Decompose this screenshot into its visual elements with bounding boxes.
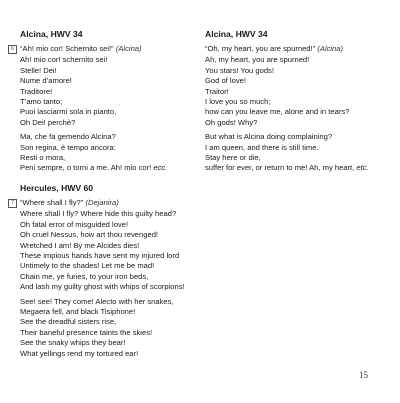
lyric-line: These impious hands have sent my injured lord	[20, 250, 180, 260]
etcetera-marker: etc.	[356, 163, 369, 173]
lyric-line: Ah, my heart, you are spurned!	[205, 55, 310, 65]
lyric-line	[20, 163, 190, 173]
lyric-line: God of love!	[205, 76, 246, 86]
stanza	[20, 132, 190, 174]
lyric-line: I am queen, and there is still time.	[205, 142, 319, 152]
first-line-text: “Ah! mio cor! Schernito sei!”	[20, 44, 114, 53]
character-name: (Alcina)	[115, 44, 142, 53]
lyric-line: Stelle! Dei!	[20, 65, 57, 75]
lyric-line: Ah! mio cor! schernito sei!	[20, 55, 108, 65]
right-column	[205, 29, 395, 174]
lyric-line: how can you leave me, alone and in tears?	[205, 107, 350, 117]
lyric-line: Oh fatal error of misguided love!	[20, 219, 129, 229]
stanza	[20, 209, 190, 292]
lyric-line: Traitor!	[205, 86, 229, 96]
lyric-line: Where shall I fly? Where hide this guilty head?	[20, 209, 177, 219]
left-column	[8, 29, 190, 359]
lyric-line: Their baneful presence taints the skies!	[20, 327, 153, 337]
first-line	[20, 44, 190, 54]
lyric-line: Wretched I am! By me Alcides dies!	[20, 240, 140, 250]
lyric-line: Oh cruel Nessus, how art thou revenged!	[20, 230, 159, 240]
lyric-line: You stars! You gods!	[205, 65, 274, 75]
lyric-line: See the dreadful sisters rise,	[20, 317, 117, 327]
section-title: Hercules, HWV 60	[20, 182, 94, 193]
lyric-line: Megaera fell, and black Tisiphone!	[20, 306, 136, 316]
lyric-line: Puoi lasciarmi sola in pianto,	[20, 107, 117, 117]
lyric-line: Traditore!	[20, 86, 53, 96]
lyric-line: Stay here or die,	[205, 153, 261, 163]
lyric-line-text: Peni sempre, o torni a me. Ah! mio cor! ecc.	[20, 163, 168, 173]
lyric-line: Oh Dei! perchè?	[20, 117, 76, 127]
section-title: Alcina, HWV 34	[205, 29, 268, 39]
lyric-line: T’amo tanto;	[20, 97, 63, 107]
lyric-line: Son regina, è tempo ancora:	[20, 142, 116, 152]
first-line-text: “Oh, my heart, you are spurned!”	[205, 44, 316, 53]
translation-block	[205, 44, 395, 174]
page-number: 15	[359, 370, 368, 380]
stanza	[205, 132, 395, 174]
track-number-badge: 7	[8, 199, 17, 208]
first-line	[205, 44, 395, 54]
lyric-line: What yellings rend my tortured ear!	[20, 348, 139, 358]
lyric-line: Nume d’amore!	[20, 76, 72, 86]
stanza	[20, 55, 190, 128]
etcetera-marker: ecc.	[153, 163, 168, 173]
lyric-line: See! see! They come! Alecto with her snakes,	[20, 296, 174, 306]
track-number-badge: 6	[8, 45, 17, 54]
lyric-line: Untimely to the shades! Let me be mad!	[20, 261, 155, 271]
lyric-line: Resti o mora,	[20, 153, 66, 163]
lyric-line: And lash my guilty ghost with whips of scorpions!	[20, 282, 185, 292]
lyric-line: But what is Alcina doing complaining?	[205, 132, 333, 142]
section-hercules	[8, 183, 190, 359]
lyric-line: Chain me, ye furies, to your iron beds,	[20, 271, 149, 281]
character-name: (Dejanira)	[85, 197, 119, 207]
stanza	[205, 55, 395, 128]
lyric-line: Ma, che fa gemendo Alcina?	[20, 132, 116, 142]
track-block	[8, 44, 190, 174]
lyric-line: I love you so much;	[205, 97, 271, 107]
section-title: Alcina, HWV 34	[20, 29, 83, 39]
stanza	[20, 297, 190, 359]
track-block	[8, 198, 190, 359]
lyric-line: See the snaky whips they bear!	[20, 338, 126, 348]
character-name: (Alcina)	[317, 44, 344, 53]
lyric-line: suffer for ever, or return to me! Ah, my heart, etc.	[205, 163, 369, 173]
section-alcina-italian	[8, 29, 190, 174]
first-line-text: “Where shall I fly?”	[20, 197, 84, 207]
lyric-line: Oh gods! Why?	[205, 117, 258, 127]
first-line	[20, 198, 190, 208]
